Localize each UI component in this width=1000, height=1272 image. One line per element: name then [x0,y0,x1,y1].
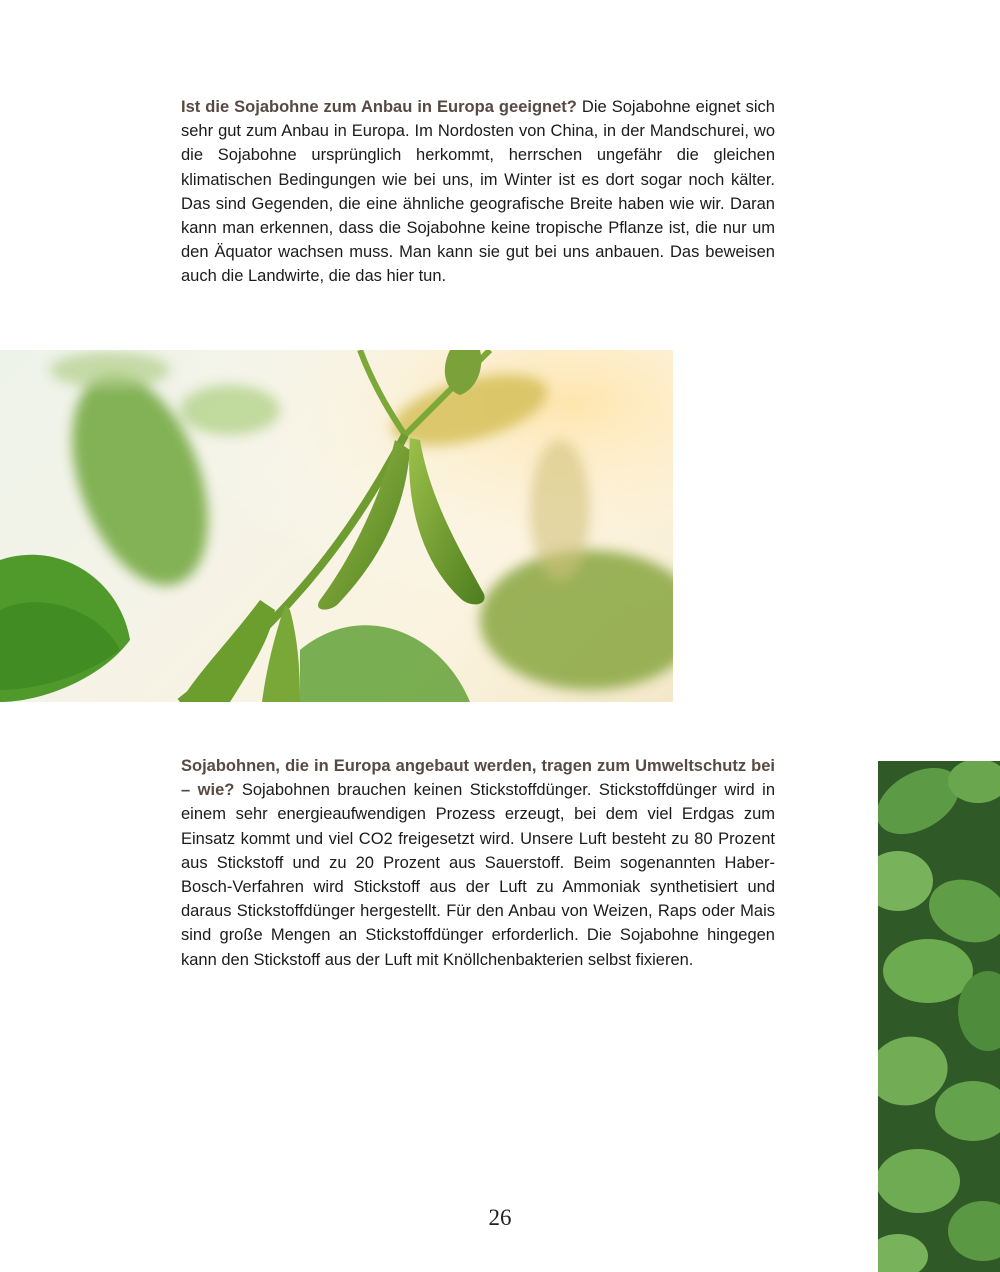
soybean-leaves-photo [878,761,1000,1272]
paragraph-heading: Sojabohnen, die in Europa angebaut werden, tragen zum Umweltschutz bei – wie? [181,757,775,800]
page-number: 26 [488,1205,512,1230]
soybean-pods-photo [0,350,673,702]
paragraph-body: Sojabohnen brauchen keinen Stickstoffdünger. Stickstoffdünger wird in einem sehr energieaufwendigen Prozess erzeugt, bei dem viel Erdgas zum Einsatz kommt und viel CO2 freigesetzt wird. Unsere Luft besteht zu 80 Prozent aus Stickstoff und zu 20 Prozent aus Sauerstoff. Beim sogenannten Haber-Bosch-Verfahren wird Stickstoff aus der Luft zu Ammoniak synthetisiert und daraus Stickstoffdünger hergestellt. Für den Anbau von Weizen, Raps oder Mais sind große Mengen an Stickstoffdünger erforderlich. Die Sojabohne hingegen kann den Stickstoff aus der Luft mit Knöllchenbakterien selbst fixieren. [181,781,775,969]
paragraph-environment [181,754,775,972]
paragraph-body: Die Sojabohne eignet sich sehr gut zum Anbau in Europa. Im Nordosten von China, in der Mandschurei, wo die Sojabohne ursprünglich herkommt, herrschen ungefähr die gleichen klimatischen Bedingungen wie bei uns, im Winter ist es dort sogar noch kälter. Das sind Gegenden, die eine ähnliche geografische Breite haben wie wir. Daran kann man erkennen, dass die Sojabohne keine tropische Pflanze ist, die nur um den Äquator wachsen muss. Man kann sie gut bei uns anbauen. Das beweisen auch die Landwirte, die das hier tun. [181,98,775,286]
paragraph-heading: Ist die Sojabohne zum Anbau in Europa geeignet? [181,98,577,116]
paragraph-europe-suitability [181,95,775,289]
